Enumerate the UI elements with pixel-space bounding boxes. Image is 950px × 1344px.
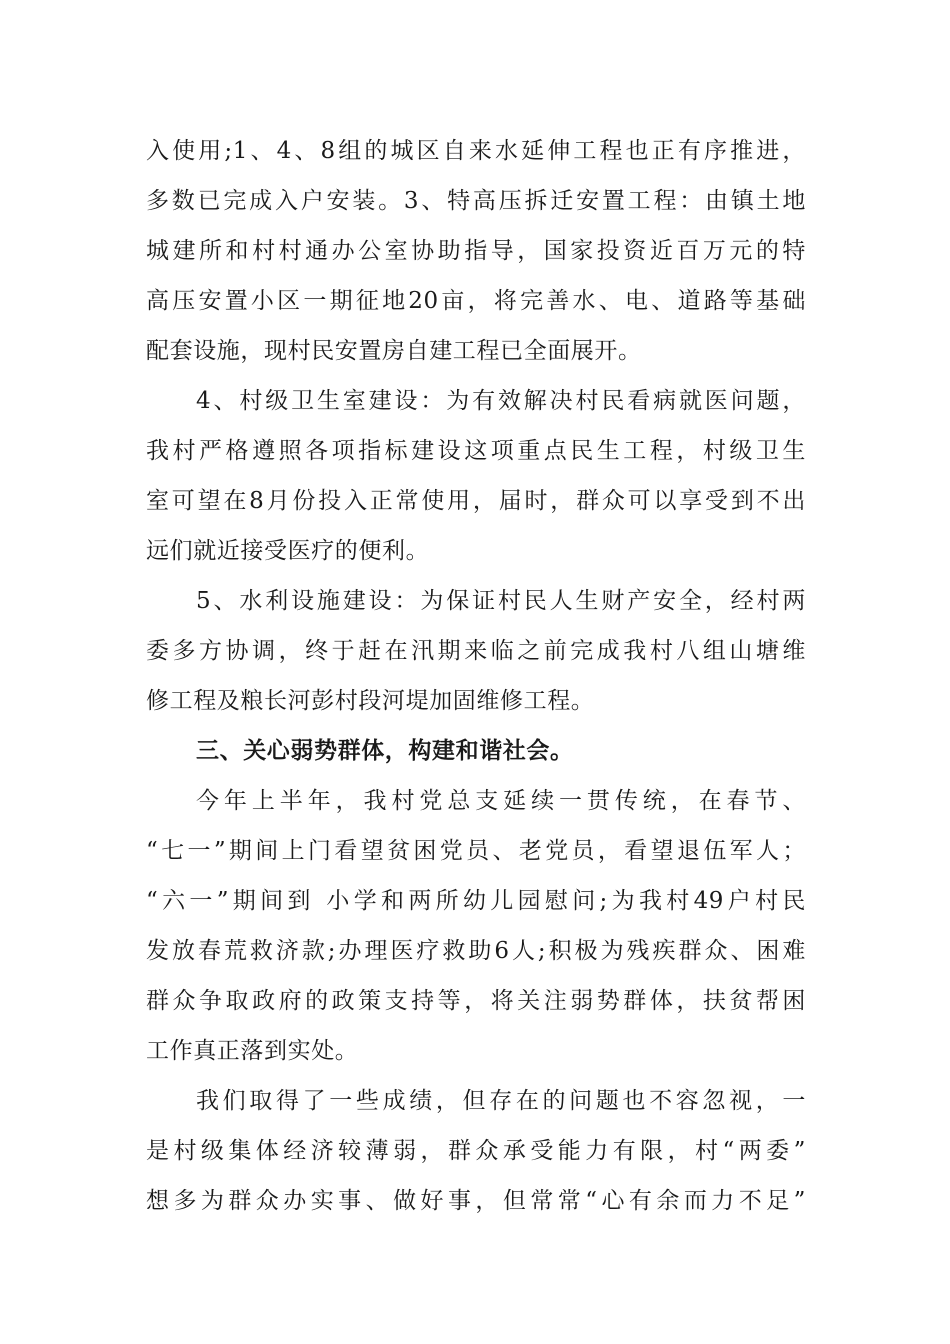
paragraph-line: 远们就近接受医疗的便利。 — [146, 538, 430, 564]
paragraph-line: 室可望在8月份投入正常使用，届时，群众可以享受到不出 — [146, 488, 806, 514]
document-body — [146, 126, 806, 1226]
paragraph-line: 我村严格遵照各项指标建设这项重点民生工程，村级卫生 — [146, 438, 806, 464]
paragraph-line: 高压安置小区一期征地20亩，将完善水、电、道路等基础 — [146, 288, 806, 314]
paragraph-line: “六一”期间到 小学和两所幼儿园慰问;为我村49户村民 — [146, 888, 806, 914]
paragraph-line: 想多为群众办实事、做好事，但常常“心有余而力不足” — [146, 1188, 806, 1214]
paragraph-line: 工作真正落到实处。 — [146, 1038, 359, 1064]
paragraph-line: 我们取得了一些成绩，但存在的问题也不容忽视，一 — [196, 1088, 806, 1114]
paragraph-line: 入使用;1、4、8组的城区自来水延伸工程也正有序推进， — [146, 138, 806, 164]
paragraph-line: 委多方协调，终于赶在汛期来临之前完成我村八组山塘维 — [146, 638, 806, 664]
paragraph-line: 5、水利设施建设：为保证村民人生财产安全，经村两 — [196, 588, 806, 614]
paragraph-line: 多数已完成入户安装。3、特高压拆迁安置工程：由镇土地 — [146, 188, 806, 214]
paragraph-line: 配套设施，现村民安置房自建工程已全面展开。 — [146, 338, 642, 364]
paragraph-line: 修工程及粮长河彭村段河堤加固维修工程。 — [146, 688, 595, 714]
paragraph-line: “七一”期间上门看望贫困党员、老党员，看望退伍军人； — [146, 838, 806, 864]
paragraph-line: 4、村级卫生室建设：为有效解决村民看病就医问题， — [196, 388, 806, 414]
paragraph-line: 群众争取政府的政策支持等，将关注弱势群体，扶贫帮困 — [146, 988, 806, 1014]
paragraph-line: 今年上半年，我村党总支延续一贯传统，在春节、 — [196, 788, 806, 814]
paragraph-line: 是村级集体经济较薄弱，群众承受能力有限，村“两委” — [146, 1138, 806, 1164]
paragraph-line: 城建所和村村通办公室协助指导，国家投资近百万元的特 — [146, 238, 806, 264]
paragraph-line: 发放春荒救济款;办理医疗救助6人;积极为残疾群众、困难 — [146, 938, 806, 964]
section-heading: 三、关心弱势群体，构建和谐社会。 — [196, 738, 574, 764]
